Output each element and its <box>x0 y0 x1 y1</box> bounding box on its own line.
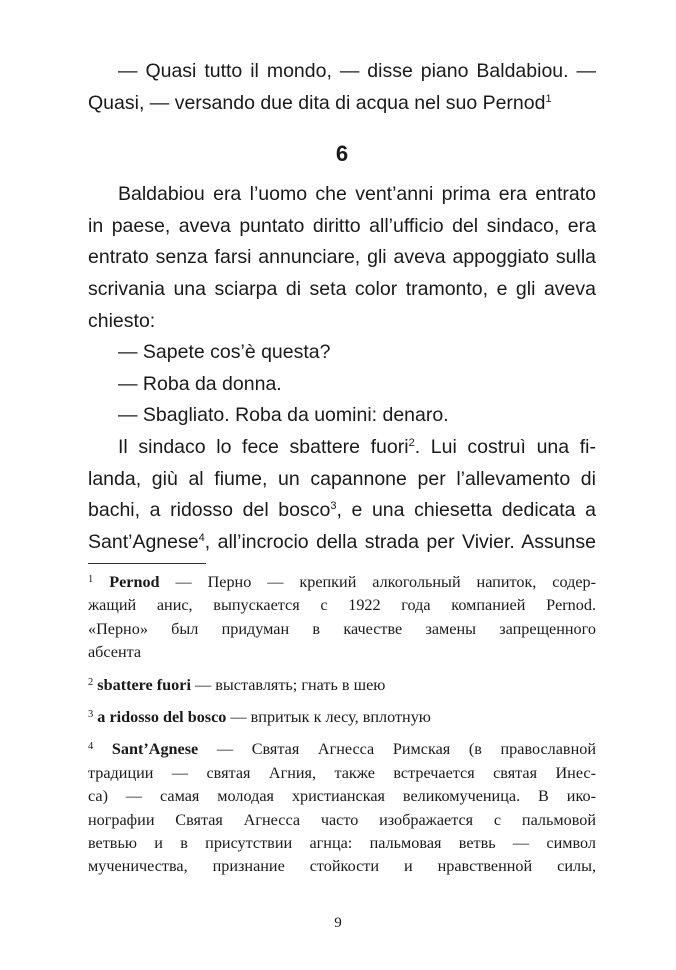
footnote-divider <box>88 563 206 564</box>
last-paragraph-line-1 <box>88 432 596 464</box>
footnote-1-line-2: жащий анис, выпускается с 1922 года компанией Pernod. <box>88 596 596 615</box>
paragraph-line-2: in paese, aveva puntato diritto all’ufficio del sindaco, era <box>88 214 596 237</box>
footnote-4 <box>88 738 596 878</box>
footnote-3-text-1: — впритык к лесу, вплотную <box>226 708 431 727</box>
dialogue-line-2: — Roba da donna. <box>118 372 282 395</box>
paragraph-line-4: scrivania una sciarpa di seta color tramonto, e gli aveva <box>88 277 596 300</box>
footnote-1-line-3: «Перно» был придуман в качестве замены запрещенного <box>88 619 596 638</box>
last-l1b: . Lui costruì una fi- <box>414 435 596 458</box>
footnote-1 <box>88 571 596 665</box>
footnote-4-line-1 <box>88 738 596 761</box>
page-number: 9 <box>334 915 342 931</box>
last-l1a: Il sindaco lo fece sbattere fuori <box>118 435 409 458</box>
last-l4b: , all’incrocio della strada per Vivier. Assunse <box>204 530 596 553</box>
last-paragraph-line-3 <box>88 495 596 527</box>
footnote-ref-1: 1 <box>545 92 552 105</box>
footnote-1-text-1: — Перно — крепкий алкогольный напиток, содер- <box>159 573 596 591</box>
footnotes <box>88 571 596 888</box>
footnote-4-line-3: са) — самая молодая христианская великомученица. В ико- <box>88 787 596 806</box>
footnote-4-line-5: ветвью и в присутствии агнца: пальмовая ветвь — символ <box>88 834 596 853</box>
footnote-4-number: 4 <box>88 741 94 753</box>
paragraph-line-3: entrato senza farsi annunciare, gli aveva appoggiato sulla <box>88 246 596 269</box>
footnote-ref-4: 4 <box>198 531 205 544</box>
footnote-2-line-1 <box>88 674 596 697</box>
main-text <box>88 56 596 558</box>
footnote-1-line-1 <box>88 571 596 594</box>
footnote-ref-3: 3 <box>330 500 337 513</box>
paragraph-line-1: Baldabiou era l’uomo che vent’anni prima era entrato <box>118 183 596 206</box>
chapter-heading: 6 <box>335 141 349 167</box>
last-l3a: bachi, a ridosso del bosco <box>88 499 331 522</box>
footnote-3-number: 3 <box>88 709 94 721</box>
paragraph-line-5: chiesto: <box>88 309 156 332</box>
footnote-ref-2: 2 <box>408 436 415 449</box>
intro-line-1: — Quasi tutto il mondo, — disse piano Baldabiou. — <box>118 60 596 82</box>
footnote-2-text-1: — выставлять; гнать в шею <box>190 675 386 694</box>
footnote-2-term: sbattere fuori <box>97 675 191 694</box>
footnote-1-line-4: абсента <box>88 643 142 662</box>
footnote-4-line-2: традиции — святая Агния, также встречается святая Инес- <box>88 763 596 782</box>
last-l3b: , e una chiesetta dedicata a <box>336 499 596 522</box>
last-l4a: Sant’Agnese <box>88 530 199 553</box>
last-paragraph-line-4 <box>88 527 596 559</box>
footnote-2 <box>88 674 596 697</box>
footnote-4-term: Sant’Agnese <box>111 740 199 759</box>
footnote-3-line-1 <box>88 706 596 729</box>
last-paragraph-line-2: landa, giù al fiume, un capannone per l’allevamento di <box>88 467 596 490</box>
dialogue-line-1: — Sapete cos’è questa? <box>118 341 331 364</box>
footnote-1-term: Pernod <box>109 573 160 591</box>
dialogue-line-3: — Sbagliato. Roba da uomini: denaro. <box>118 404 449 427</box>
footnote-4-line-6: мученичества, признание стойкости и нравственной силы, <box>88 857 596 876</box>
footnote-1-number: 1 <box>88 574 94 585</box>
footnote-4-line-4: нографии Святая Агнесса часто изображается с пальмовой <box>88 810 596 829</box>
intro-line-2 <box>88 88 596 120</box>
intro-line-2-text: Quasi, — versando due dita di acqua nel suo Pernod <box>88 91 546 114</box>
footnote-4-text-1: — Святая Агнесса Римская (в православной <box>198 740 596 759</box>
footnote-3 <box>88 706 596 729</box>
footnote-2-number: 2 <box>88 676 94 688</box>
footnote-3-term: a ridosso del bosco <box>97 708 227 727</box>
